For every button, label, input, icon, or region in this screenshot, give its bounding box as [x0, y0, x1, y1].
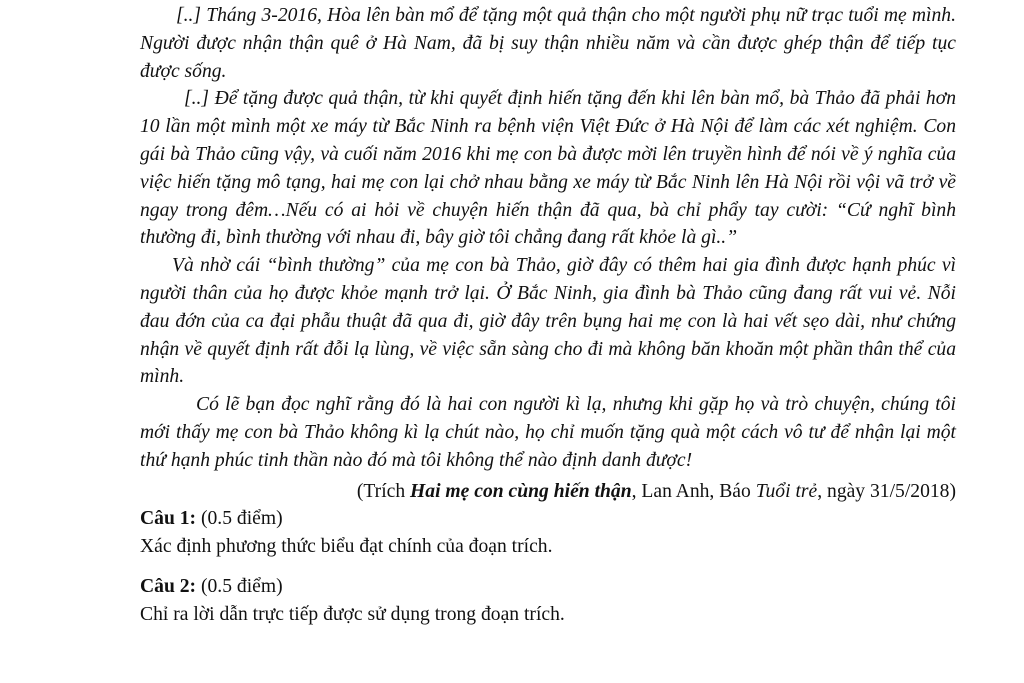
passage-paragraph-1: [..] Tháng 3-2016, Hòa lên bàn mổ để tặng một quả thận cho một người phụ nữ trạc tuổi mẹ mình. Người được nhận thận quê ở Hà Nam, đã bị suy thận nhiều năm và cần được ghép thận để tiếp tục được sống. — [140, 5, 956, 82]
question-1 — [140, 505, 956, 561]
source-citation — [140, 479, 956, 505]
document-page — [140, 0, 956, 629]
passage-paragraph-3: Và nhờ cái “bình thường” của mẹ con bà Thảo, giờ đây có thêm hai gia đình được hạnh phúc vì người thân của họ được khỏe mạnh trở lại. Ở Bắc Ninh, gia đình bà Thảo cũng đang rất vui vẻ. Nỗi đau đớn của ca đại phẫu thuật đã qua đi, giờ đây trên bụng hai mẹ con là hai vết sẹo dài, như chứng nhận về quyết định rất đỗi lạ lùng, về việc sẵn sàng cho đi mà không băn khoăn một phần thân thể của mình. — [140, 255, 956, 388]
source-newspaper: Tuổi trẻ — [755, 480, 818, 502]
question-2-label: Câu 2: — [140, 575, 197, 597]
source-middle: , Lan Anh, Báo — [631, 480, 756, 502]
question-2 — [140, 573, 956, 629]
source-suffix: , ngày 31/5/2018) — [817, 480, 956, 502]
passage-paragraph-2: [..] Để tặng được quả thận, từ khi quyết định hiến tặng đến khi lên bàn mổ, bà Thảo đã phải hơn 10 lần một mình một xe máy từ Bắc Ninh ra bệnh viện Việt Đức ở Hà Nội để làm các xét nghiệm. Con gái bà Thảo cũng vậy, và cuối năm 2016 khi mẹ con bà được mời lên truyền hình để nói về ý nghĩa của việc hiến tặng mô tạng, hai mẹ con lại chở nhau bằng xe máy từ Bắc Ninh lên Hà Nội rồi vội vã trở về ngay trong đêm…Nếu có ai hỏi về chuyện hiến thận đã qua, bà chỉ phẩy tay cười: “Cứ nghĩ bình thường đi, bình thường với nhau đi, bây giờ tôi chẳng đang rất khỏe là gì..” — [140, 88, 956, 249]
question-1-heading — [140, 505, 956, 533]
question-2-text: Chỉ ra lời dẫn trực tiếp được sử dụng trong đoạn trích. — [140, 603, 565, 625]
source-prefix: (Trích — [356, 480, 411, 502]
question-1-text: Xác định phương thức biểu đạt chính của đoạn trích. — [140, 535, 553, 557]
question-1-points: (0.5 điểm) — [196, 507, 283, 529]
question-spacer — [140, 561, 956, 573]
question-1-label: Câu 1: — [140, 507, 197, 529]
source-title: Hai mẹ con cùng hiến thận — [410, 480, 632, 502]
passage-paragraph-4: Có lẽ bạn đọc nghĩ rằng đó là hai con người kì lạ, nhưng khi gặp họ và trò chuyện, chúng tôi mới thấy mẹ con bà Thảo không kì lạ chút nào, họ chỉ muốn tặng quà một cách vô tư để nhận lại một thứ hạnh phúc tinh thần nào đó mà tôi không thể nào định danh được! — [140, 394, 956, 471]
question-2-points: (0.5 điểm) — [196, 575, 283, 597]
question-2-heading — [140, 573, 956, 601]
